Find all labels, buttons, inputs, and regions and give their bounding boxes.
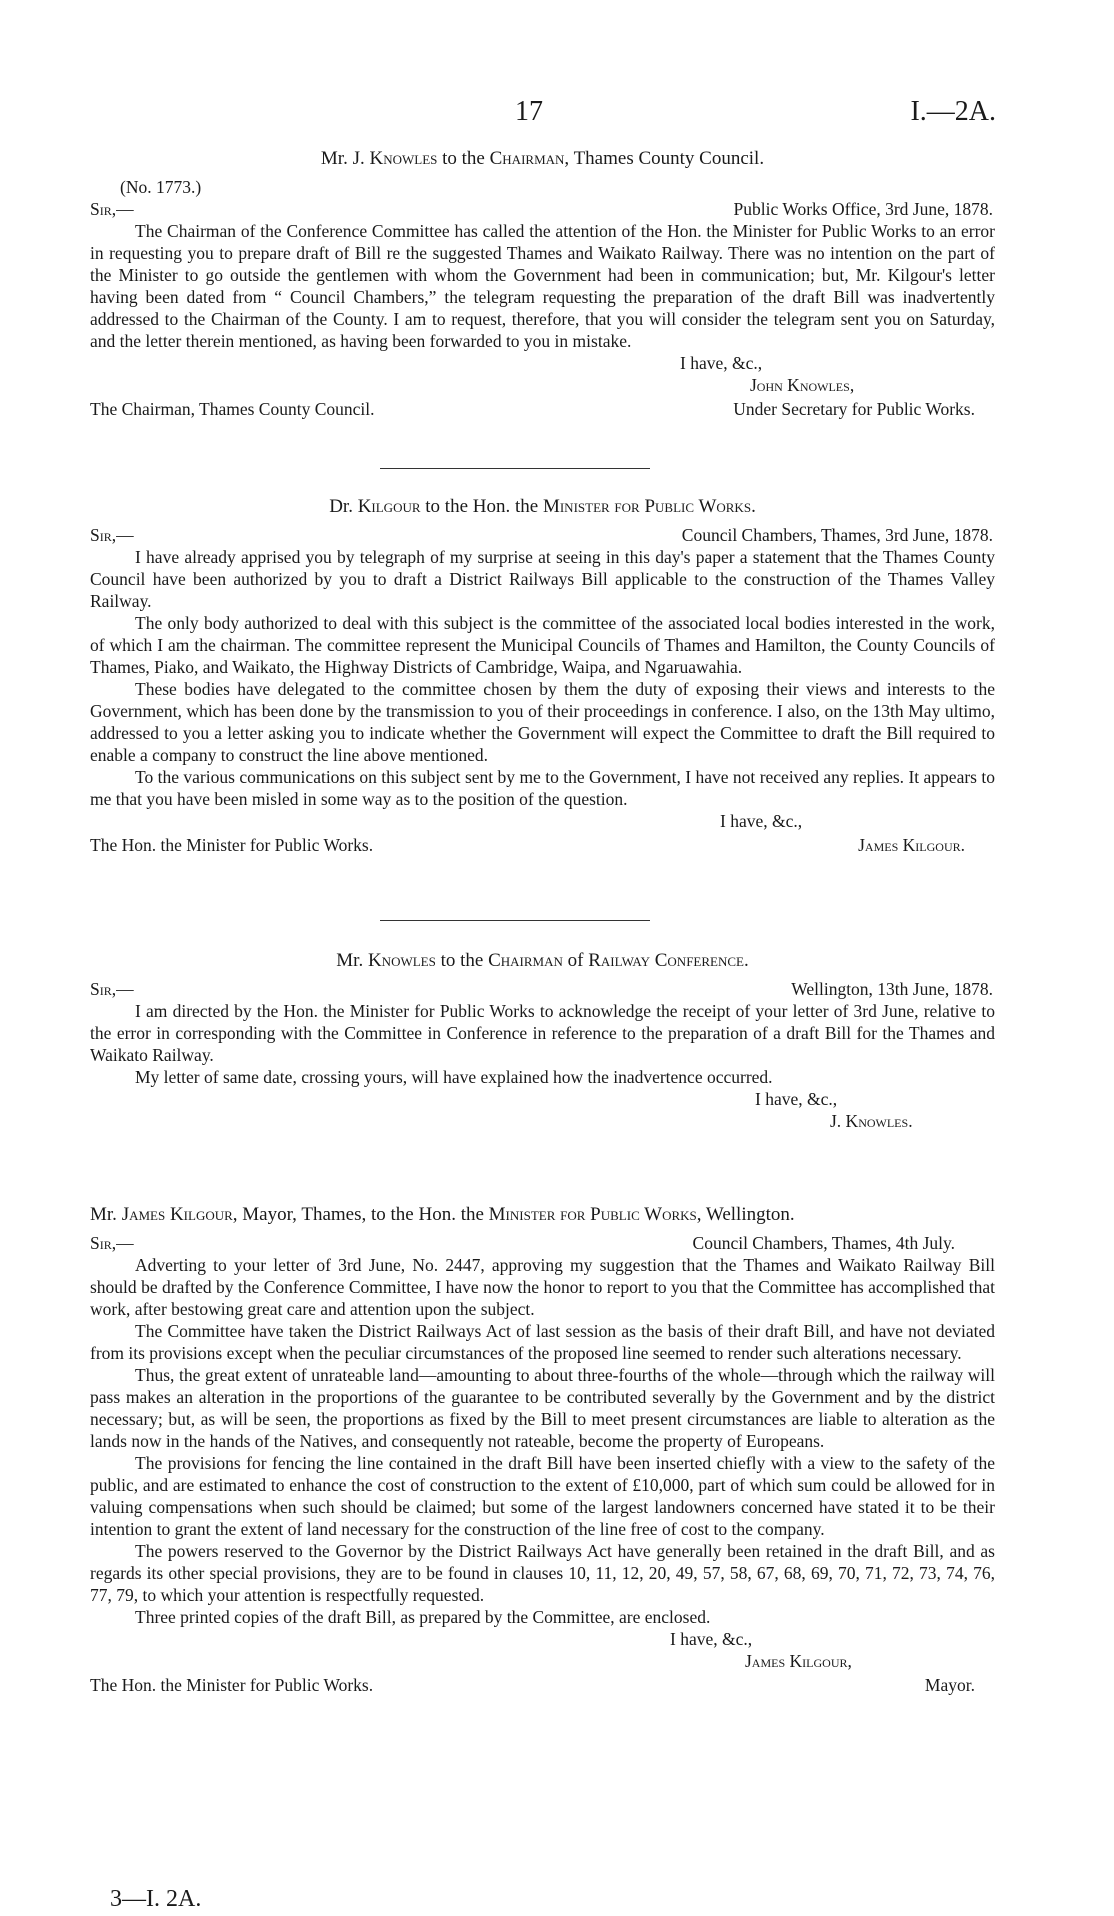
letter-paragraph: My letter of same date, crossing yours, will have explained how the inadvertence occurred. [135, 1067, 773, 1087]
salutation-row [90, 978, 995, 1000]
letter-paragraph: The provisions for fencing the line contained in the draft Bill have been inserted chiefly with a view to the safety of the public, and are estimated to enhance the cost of construction to the extent of £10,000, part of which sum could be allowed for in valuing compensations when such should be claimed; but some of the largest landowners concerned have stated it to be their intention to grant the extent of land necessary for the construction of the line free of cost to the company. [90, 1453, 995, 1539]
place-date: Public Works Office, 3rd June, 1878. [733, 199, 993, 219]
closing: I have, &c., [755, 1089, 838, 1109]
closing: I have, &c., [680, 353, 763, 373]
letter-paragraph: Adverting to your letter of 3rd June, No. 2447, approving my suggestion that the Thames and Waikato Railway Bill should be drafted by the Conference Committee, I have now the honor to report to you that the Committee has accomplished that work, after bestowing great care and attention upon the subject. [90, 1255, 995, 1319]
letter-paragraph: To the various communications on this subject sent by me to the Government, I have not received any replies. It appears to me that you have been misled in some way as to the position of the question. [90, 767, 995, 809]
letter-paragraph: The Chairman of the Conference Committee has called the attention of the Hon. the Minister for Public Works to an error in requesting you to prepare draft of Bill re the suggested Thames and Waikato Railway. There was no intention on the part of the Minister to go outside the gentlemen with whom the Government had been in communication; but, Mr. Kilgour's letter having been dated from “ Council Chambers,” the telegram requesting the preparation of the draft Bill was inadvertently addressed to the Chairman of the County. I am to request, therefore, that you will consider the telegram sent you on Saturday, and the letter therein mentioned, as having been forwarded to you in mistake. [90, 221, 995, 351]
letter-paragraph: The powers reserved to the Governor by the District Railways Act have generally been retained in the draft Bill, and as regards its other special provisions, they are to be found in clauses 10, 11, 12, 20, 49, 57, 58, 67, 68, 69, 70, 71, 72, 73, 74, 76, 77, 79, to which your attention is respectfully requested. [90, 1541, 995, 1605]
place-date: Wellington, 13th June, 1878. [791, 979, 993, 999]
signatory-title: Mayor. [924, 1675, 975, 1695]
letter-number: (No. 1773.) [120, 177, 202, 197]
letter-paragraph: The only body authorized to deal with this subject is the committee of the associated local bodies interested in the work, of which I am the chairman. The committee represent the Municipal Councils of Thames and Hamilton, the County Councils of Thames, Piako, and Waikato, the Highway Districts of Cambridge, Waipa, and Ngaruawahia. [90, 613, 995, 677]
letter-kilgour-mayor-to-minister [90, 1204, 995, 1698]
signatory-title: Under Secretary for Public Works. [733, 399, 975, 419]
section-divider [380, 468, 650, 469]
closing: I have, &c., [720, 811, 803, 831]
letter-paragraph: The Committee have taken the District Railways Act of last session as the basis of their draft Bill, and have not deviated from its provisions except when the peculiar circumstances of the proposed line seemed to render such alterations necessary. [90, 1321, 995, 1363]
salutation: Sir,— [90, 525, 134, 545]
signature-mark: 3—I. 2A. [110, 1886, 202, 1912]
letter-heading: Dr. Kilgour to the Hon. the Minister for Public Works. [329, 496, 756, 517]
letter-kilgour-to-minister [90, 496, 995, 858]
letter-paragraph: Thus, the great extent of unrateable land—amounting to about three-fourths of the whole—through which the railway will pass makes an alteration in the proportions of the guarantee to be contributed severally by the Government and by the district necessary; but, as will be seen, the proportions as fixed by the Bill to meet present circumstances are liable to alteration as the lands now in the hands of the Natives, and consequently not rateable, become the property of Europeans. [90, 1365, 995, 1451]
salutation-row [90, 198, 995, 220]
addressee: The Hon. the Minister for Public Works. [90, 835, 374, 855]
page-number: 17 [515, 96, 543, 127]
salutation: Sir,— [90, 199, 134, 219]
closing: I have, &c., [670, 1629, 753, 1649]
salutation: Sir,— [90, 1233, 134, 1253]
letter-paragraph: I am directed by the Hon. the Minister for Public Works to acknowledge the receipt of your letter of 3rd June, relative to the error in corresponding with the Committee in Conference in reference to the preparation of a draft Bill for the Thames and Waikato Railway. [90, 1001, 995, 1065]
addressee: The Chairman, Thames County Council. [90, 399, 375, 419]
letter-heading: Mr. Knowles to the Chairman of Railway Conference. [336, 950, 749, 971]
place-date: Council Chambers, Thames, 4th July. [692, 1233, 955, 1253]
letter-paragraph: Three printed copies of the draft Bill, as prepared by the Committee, are enclosed. [135, 1607, 711, 1627]
letter-knowles-to-chairman [90, 148, 995, 422]
page-reference: I.—2A. [910, 96, 996, 127]
signature: James Kilgour, [745, 1651, 852, 1671]
salutation-row [90, 1232, 995, 1254]
letter-paragraph: These bodies have delegated to the committee chosen by them the duty of exposing their views and interests to the Government, which has been done by the transmission to you of their proceedings in conference. I also, on the 13th May ultimo, addressed to you a letter asking you to indicate whether the Government will expect the Committee to draft the Bill required to enable a company to construct the line above mentioned. [90, 679, 995, 765]
letter-heading: Mr. James Kilgour, Mayor, Thames, to the Hon. the Minister for Public Works, Wellington. [90, 1204, 795, 1225]
signature: James Kilgour. [858, 835, 965, 855]
letter-knowles-to-conference-chairman [90, 950, 995, 1132]
salutation: Sir,— [90, 979, 134, 999]
section-divider [380, 920, 650, 921]
signature: John Knowles, [750, 375, 855, 395]
letter-paragraph: I have already apprised you by telegraph of my surprise at seeing in this day's paper a statement that the Thames County Council have been authorized by you to draft a District Railways Bill applicable to the construction of the Thames Valley Railway. [90, 547, 995, 611]
letter-heading: Mr. J. Knowles to the Chairman, Thames County Council. [320, 148, 765, 169]
addressee: The Hon. the Minister for Public Works. [90, 1675, 374, 1695]
signature: J. Knowles. [830, 1111, 913, 1131]
salutation-row [90, 524, 995, 546]
place-date: Council Chambers, Thames, 3rd June, 1878. [681, 525, 993, 545]
